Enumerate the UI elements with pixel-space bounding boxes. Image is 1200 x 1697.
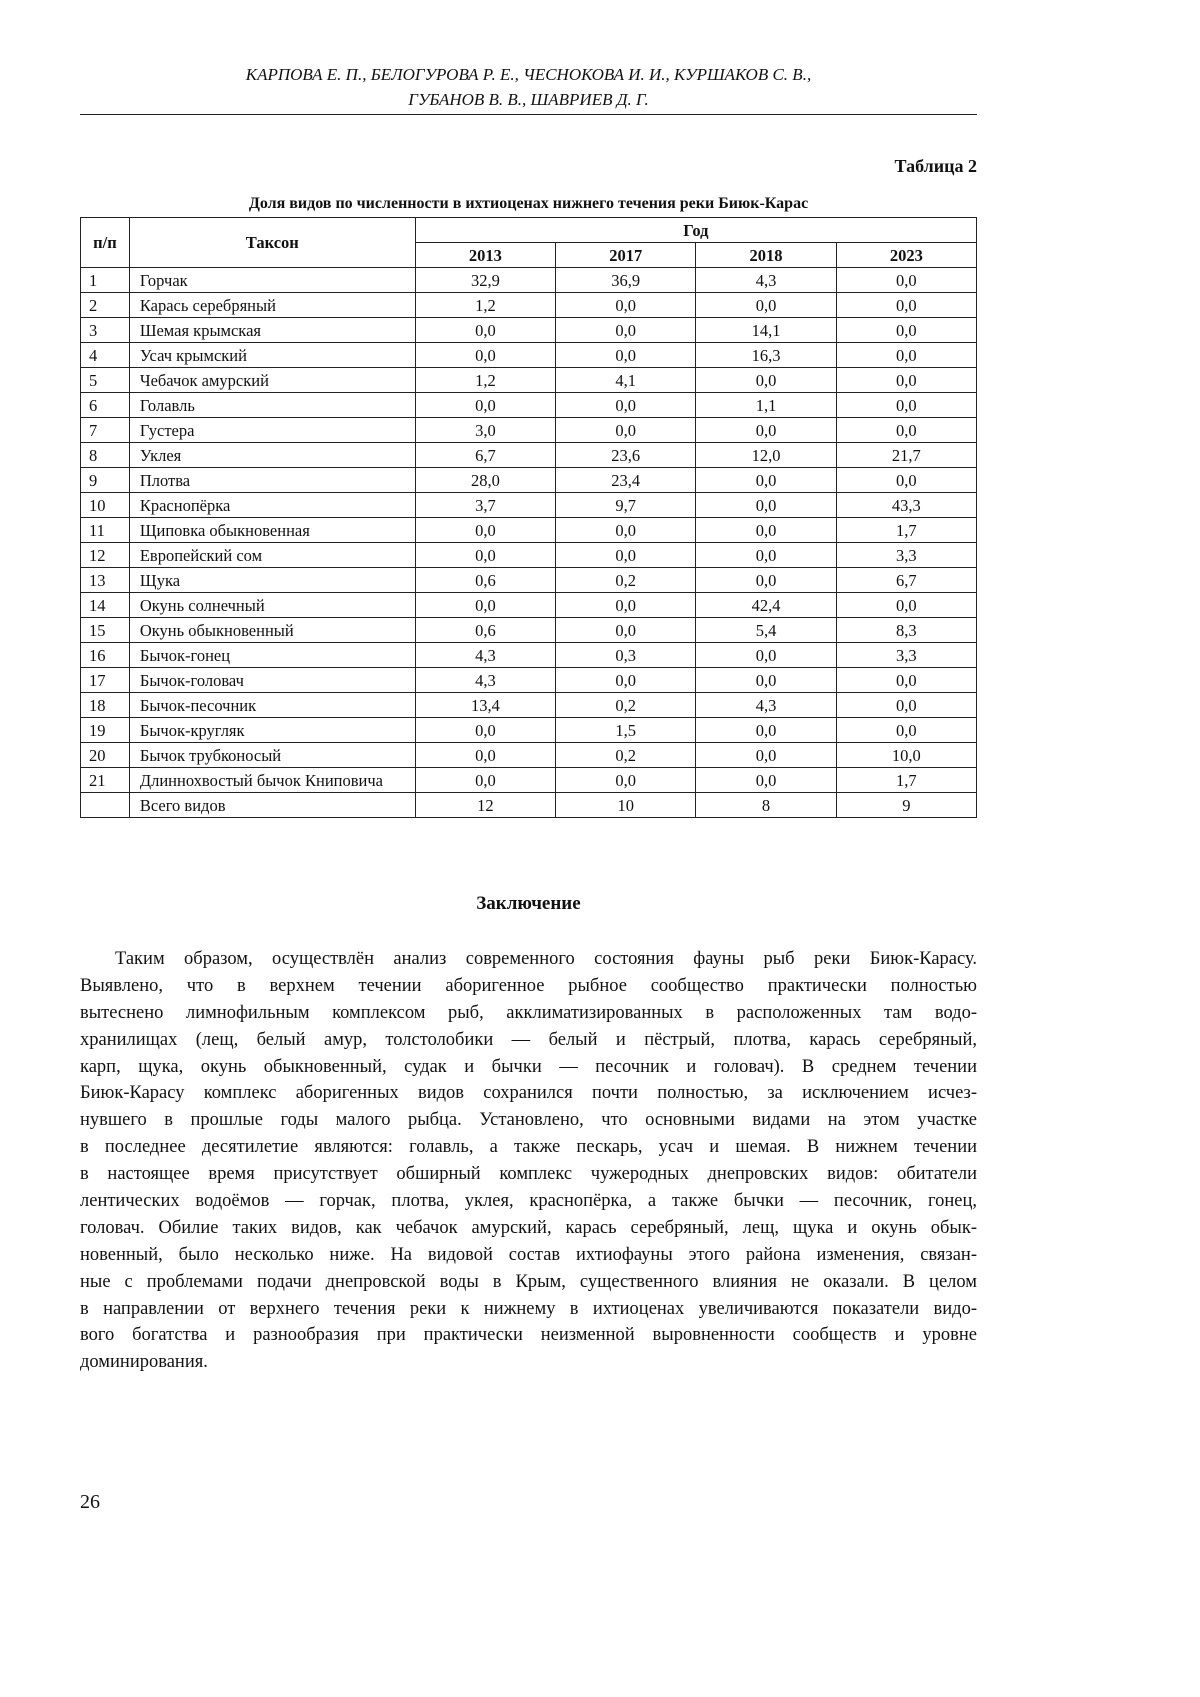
row-number: 6 bbox=[81, 393, 130, 418]
row-number: 19 bbox=[81, 718, 130, 743]
row-number: 20 bbox=[81, 743, 130, 768]
table-row bbox=[81, 468, 977, 493]
share-value: 0,0 bbox=[696, 468, 836, 493]
share-value: 14,1 bbox=[696, 318, 836, 343]
share-value: 0,0 bbox=[556, 393, 696, 418]
paragraph-line: лентических водоёмов — горчак, плотва, уклея, краснопёрка, а также бычки — песочник, гонец, bbox=[80, 1191, 977, 1212]
row-number: 4 bbox=[81, 343, 130, 368]
share-value: 9 bbox=[836, 793, 976, 818]
col-header-year: 2023 bbox=[836, 243, 976, 268]
species-share-table bbox=[80, 217, 977, 818]
share-value: 0,0 bbox=[415, 518, 555, 543]
share-value: 36,9 bbox=[556, 268, 696, 293]
share-value: 0,0 bbox=[556, 293, 696, 318]
taxon-name: Краснопёрка bbox=[129, 493, 415, 518]
share-value: 0,0 bbox=[556, 668, 696, 693]
share-value: 0,0 bbox=[696, 418, 836, 443]
running-head-line: КАРПОВА Е. П., БЕЛОГУРОВА Р. Е., ЧЕСНОКОВА И. И., КУРШАКОВ С. В., bbox=[245, 65, 812, 84]
paragraph-line: Выявлено, что в верхнем течении аборигенное рыбное сообщество практически полностью bbox=[80, 975, 977, 996]
share-value: 8,3 bbox=[836, 618, 976, 643]
paragraph-line: в направлении от верхнего течения реки к нижнему в ихтиоценах увеличиваются показатели видо- bbox=[80, 1298, 977, 1319]
table-row bbox=[81, 568, 977, 593]
share-value: 0,6 bbox=[415, 618, 555, 643]
share-value: 8 bbox=[696, 793, 836, 818]
share-value: 23,4 bbox=[556, 468, 696, 493]
row-number: 5 bbox=[81, 368, 130, 393]
row-number: 21 bbox=[81, 768, 130, 793]
taxon-name: Бычок трубконосый bbox=[129, 743, 415, 768]
row-number: 15 bbox=[81, 618, 130, 643]
table-row bbox=[81, 493, 977, 518]
share-value: 0,0 bbox=[836, 268, 976, 293]
row-number bbox=[81, 793, 130, 818]
table-caption: Доля видов по численности в ихтиоценах нижнего течения реки Биюк-Карас bbox=[248, 195, 809, 212]
share-value: 0,0 bbox=[696, 718, 836, 743]
taxon-name: Карась серебряный bbox=[129, 293, 415, 318]
share-value: 1,7 bbox=[836, 518, 976, 543]
taxon-name: Густера bbox=[129, 418, 415, 443]
running-head-line: ГУБАНОВ В. В., ШАВРИЕВ Д. Г. bbox=[408, 90, 649, 109]
table-row bbox=[81, 718, 977, 743]
taxon-name: Уклея bbox=[129, 443, 415, 468]
share-value: 0,0 bbox=[696, 493, 836, 518]
share-value: 0,0 bbox=[696, 768, 836, 793]
taxon-name: Щиповка обыкновенная bbox=[129, 518, 415, 543]
page-number: 26 bbox=[80, 1491, 100, 1513]
share-value: 0,0 bbox=[696, 293, 836, 318]
share-value: 4,3 bbox=[415, 668, 555, 693]
share-value: 4,3 bbox=[696, 693, 836, 718]
table-row bbox=[81, 743, 977, 768]
taxon-name: Голавль bbox=[129, 393, 415, 418]
taxon-name: Щука bbox=[129, 568, 415, 593]
paragraph-line: карп, щука, окунь обыкновенный, судак и бычки — песочник и головач). В среднем течении bbox=[80, 1056, 977, 1077]
running-head bbox=[80, 62, 977, 112]
table-row bbox=[81, 518, 977, 543]
share-value: 0,0 bbox=[696, 368, 836, 393]
taxon-name: Бычок-кругляк bbox=[129, 718, 415, 743]
share-value: 0,0 bbox=[836, 368, 976, 393]
col-header-year: 2018 bbox=[696, 243, 836, 268]
paragraph-line: нувшего в прошлые годы малого рыбца. Установлено, что основными видами на этом участке bbox=[80, 1110, 977, 1131]
col-header-year: 2017 bbox=[556, 243, 696, 268]
taxon-name: Чебачок амурский bbox=[129, 368, 415, 393]
row-number: 3 bbox=[81, 318, 130, 343]
share-value: 1,2 bbox=[415, 293, 555, 318]
table-row bbox=[81, 293, 977, 318]
share-value: 12 bbox=[415, 793, 555, 818]
table-row bbox=[81, 418, 977, 443]
share-value: 0,2 bbox=[556, 743, 696, 768]
table-row bbox=[81, 368, 977, 393]
share-value: 13,4 bbox=[415, 693, 555, 718]
share-value: 4,1 bbox=[556, 368, 696, 393]
section-title: Заключение bbox=[476, 893, 581, 914]
table-row bbox=[81, 543, 977, 568]
share-value: 0,0 bbox=[415, 743, 555, 768]
taxon-name: Плотва bbox=[129, 468, 415, 493]
share-value: 6,7 bbox=[415, 443, 555, 468]
share-value: 10 bbox=[556, 793, 696, 818]
share-value: 0,6 bbox=[415, 568, 555, 593]
share-value: 0,0 bbox=[696, 643, 836, 668]
share-value: 0,0 bbox=[556, 543, 696, 568]
taxon-name: Окунь солнечный bbox=[129, 593, 415, 618]
paragraph-line: вого богатства и разнообразия при практически неизменной выровненности сообществ и уровне bbox=[80, 1325, 977, 1346]
share-value: 0,0 bbox=[556, 518, 696, 543]
share-value: 28,0 bbox=[415, 468, 555, 493]
share-value: 0,0 bbox=[836, 293, 976, 318]
table-row bbox=[81, 668, 977, 693]
row-number: 1 bbox=[81, 268, 130, 293]
taxon-name: Бычок-головач bbox=[129, 668, 415, 693]
row-number: 7 bbox=[81, 418, 130, 443]
share-value: 0,0 bbox=[415, 543, 555, 568]
row-number: 11 bbox=[81, 518, 130, 543]
share-value: 1,7 bbox=[836, 768, 976, 793]
share-value: 43,3 bbox=[836, 493, 976, 518]
share-value: 0,0 bbox=[415, 718, 555, 743]
table-row bbox=[81, 318, 977, 343]
share-value: 0,0 bbox=[556, 593, 696, 618]
share-value: 10,0 bbox=[836, 743, 976, 768]
share-value: 0,0 bbox=[836, 343, 976, 368]
row-number: 8 bbox=[81, 443, 130, 468]
table-row bbox=[81, 393, 977, 418]
taxon-name: Европейский сом bbox=[129, 543, 415, 568]
share-value: 0,0 bbox=[836, 593, 976, 618]
row-number: 14 bbox=[81, 593, 130, 618]
row-number: 17 bbox=[81, 668, 130, 693]
taxon-name: Длиннохвостый бычок Книповича bbox=[129, 768, 415, 793]
share-value: 0,0 bbox=[415, 343, 555, 368]
col-header-year-group: Год bbox=[415, 218, 976, 243]
share-value: 0,0 bbox=[556, 343, 696, 368]
taxon-name: Шемая крымская bbox=[129, 318, 415, 343]
share-value: 0,0 bbox=[696, 743, 836, 768]
share-value: 3,7 bbox=[415, 493, 555, 518]
share-value: 0,0 bbox=[556, 618, 696, 643]
table-row bbox=[81, 443, 977, 468]
paragraph-line: в последнее десятилетие являются: голавль, а также пескарь, усач и шемая. В нижнем течении bbox=[80, 1137, 977, 1158]
share-value: 5,4 bbox=[696, 618, 836, 643]
share-value: 0,0 bbox=[836, 468, 976, 493]
taxon-name: Бычок-песочник bbox=[129, 693, 415, 718]
share-value: 12,0 bbox=[696, 443, 836, 468]
share-value: 1,5 bbox=[556, 718, 696, 743]
share-value: 0,0 bbox=[696, 668, 836, 693]
share-value: 4,3 bbox=[696, 268, 836, 293]
table-row bbox=[81, 268, 977, 293]
share-value: 0,0 bbox=[696, 518, 836, 543]
col-header-year: 2013 bbox=[415, 243, 555, 268]
row-number: 2 bbox=[81, 293, 130, 318]
row-number: 18 bbox=[81, 693, 130, 718]
share-value: 0,0 bbox=[836, 718, 976, 743]
share-value: 32,9 bbox=[415, 268, 555, 293]
share-value: 0,0 bbox=[556, 318, 696, 343]
table-row bbox=[81, 768, 977, 793]
paragraph-line: вытеснено лимнофильным комплексом рыб, акклиматизированных в расположенных там водо- bbox=[80, 1002, 977, 1023]
share-value: 3,3 bbox=[836, 543, 976, 568]
taxon-name: Бычок-гонец bbox=[129, 643, 415, 668]
paragraph-line: хранилищах (лещ, белый амур, толстолобики — белый и пёстрый, плотва, карась серебряный, bbox=[80, 1029, 977, 1050]
table-row bbox=[81, 793, 977, 818]
row-number: 9 bbox=[81, 468, 130, 493]
share-value: 0,0 bbox=[415, 768, 555, 793]
paragraph-line: ные с проблемами подачи днепровской воды в Крым, существенного влияния не оказали. В целом bbox=[80, 1271, 977, 1292]
share-value: 0,2 bbox=[556, 568, 696, 593]
share-value: 0,0 bbox=[836, 393, 976, 418]
paragraph-line: в настоящее время присутствует обширный комплекс чужеродных днепровских видов: обитатели bbox=[80, 1164, 977, 1185]
taxon-name: Всего видов bbox=[129, 793, 415, 818]
paragraph-line: Биюк-Карасу комплекс аборигенных видов сохранился почти полностью, за исключением исчез- bbox=[80, 1083, 977, 1104]
table-label: Таблица 2 bbox=[894, 156, 977, 176]
taxon-name: Горчак bbox=[129, 268, 415, 293]
share-value: 0,0 bbox=[415, 593, 555, 618]
share-value: 21,7 bbox=[836, 443, 976, 468]
share-value: 3,3 bbox=[836, 643, 976, 668]
row-number: 12 bbox=[81, 543, 130, 568]
share-value: 0,0 bbox=[836, 418, 976, 443]
share-value: 0,0 bbox=[696, 568, 836, 593]
row-number: 16 bbox=[81, 643, 130, 668]
share-value: 0,0 bbox=[556, 418, 696, 443]
share-value: 9,7 bbox=[556, 493, 696, 518]
share-value: 0,0 bbox=[696, 543, 836, 568]
share-value: 0,0 bbox=[836, 318, 976, 343]
col-header-num: п/п bbox=[81, 218, 130, 268]
share-value: 1,1 bbox=[696, 393, 836, 418]
share-value: 1,2 bbox=[415, 368, 555, 393]
share-value: 23,6 bbox=[556, 443, 696, 468]
share-value: 16,3 bbox=[696, 343, 836, 368]
taxon-name: Окунь обыкновенный bbox=[129, 618, 415, 643]
share-value: 4,3 bbox=[415, 643, 555, 668]
paragraph-line: головач. Обилие таких видов, как чебачок амурский, карась серебряный, лещ, щука и окунь обык- bbox=[80, 1217, 977, 1238]
share-value: 0,0 bbox=[556, 768, 696, 793]
table-row bbox=[81, 618, 977, 643]
taxon-name: Усач крымский bbox=[129, 343, 415, 368]
col-header-taxon: Таксон bbox=[129, 218, 415, 268]
paragraph-line: Таким образом, осуществлён анализ современного состояния фауны рыб реки Биюк-Карасу. bbox=[115, 949, 977, 969]
share-value: 0,2 bbox=[556, 693, 696, 718]
header-rule bbox=[80, 114, 977, 115]
row-number: 13 bbox=[81, 568, 130, 593]
table-row bbox=[81, 593, 977, 618]
table-row bbox=[81, 693, 977, 718]
paragraph-line: новенный, было несколько ниже. На видовой состав ихтиофауны этого района изменения, связан- bbox=[80, 1244, 977, 1265]
paragraph-line: доминирования. bbox=[80, 1352, 208, 1373]
share-value: 0,0 bbox=[415, 393, 555, 418]
conclusion-paragraph bbox=[80, 946, 977, 1376]
share-value: 0,0 bbox=[415, 318, 555, 343]
share-value: 42,4 bbox=[696, 593, 836, 618]
share-value: 0,0 bbox=[836, 668, 976, 693]
row-number: 10 bbox=[81, 493, 130, 518]
share-value: 6,7 bbox=[836, 568, 976, 593]
share-value: 3,0 bbox=[415, 418, 555, 443]
table-row bbox=[81, 643, 977, 668]
share-value: 0,0 bbox=[836, 693, 976, 718]
table-row bbox=[81, 343, 977, 368]
share-value: 0,3 bbox=[556, 643, 696, 668]
